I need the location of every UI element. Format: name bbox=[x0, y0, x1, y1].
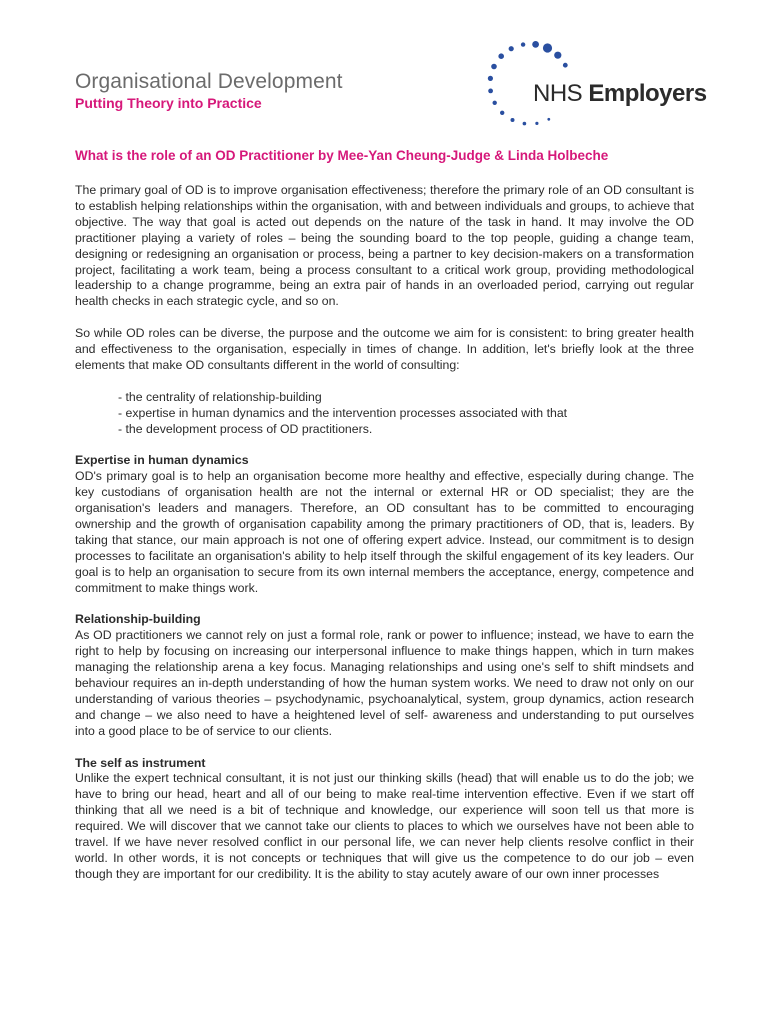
logo-text-employers: Employers bbox=[588, 80, 707, 107]
elements-list bbox=[75, 390, 694, 438]
document-heading: What is the role of an OD Practitioner by Mee-Yan Cheung-Judge & Linda Holbeche bbox=[75, 148, 609, 163]
section-text-human-dynamics: OD's primary goal is to help an organisation become more healthy and effective, especially during change. The key custodians of organisation health are not the internal or external HR or OD specialist; they are the organisation's leaders and managers. Therefore, an OD consultant has to be committed to encouraging ownership and the growth of organisation capability among the primary practitioners of OD, that is, leaders. By taking that stance, our main approach is not one of offering expert advice. Instead, our commitment is to design processes to facilitate an organisation's ability to help itself through the skilful engagement of its key leaders. Our goal is to help an organisation to secure from its own internal members the acceptance, energy, competence and commitment to make things work. bbox=[75, 469, 694, 595]
list-item: - expertise in human dynamics and the intervention processes associated with that bbox=[118, 405, 568, 420]
section-title-relationship-building: Relationship-building bbox=[75, 612, 201, 627]
section-text-relationship-building: As OD practitioners we cannot rely on just a formal role, rank or power to influence; instead, we have to earn the right to help by focusing on increasing our interpersonal influence to make things happen, which in turn makes managing the relationship arena a key focus. Managing relationships and using one's self to shift mindsets and behaviour requires an in-depth understanding of how the human system works. We need to draw not only on our understanding of various theories – psychodynamic, psychoanalytical, system, group dynamics, action research and change – we also need to have a heightened level of self- awareness and understanding to put ourselves into a good place to be of service to our clients. bbox=[75, 628, 694, 738]
page-subtitle: Putting Theory into Practice bbox=[75, 95, 262, 111]
document-body bbox=[75, 183, 694, 883]
section-title-self-as-instrument: The self as instrument bbox=[75, 755, 206, 770]
section-text-self-as-instrument: Unlike the expert technical consultant, it is not just our thinking skills (head) that will enable us to do the job; we have to bring our head, heart and all of our being to make real-time intervention effective. Even if we start off thinking that all we need is a bit of technique and knowledge, our experience will soon tell us that more is required. We will discover that we cannot take our clients to places to which we ourselves have not been able to travel. If we have never resolved conflict in our personal life, we can never help clients resolve conflict in their world. In other words, it is not concepts or techniques that will give us the competence to do our job – even though they are important for our credibility. It is the ability to stay acutely aware of our own inner processes bbox=[75, 771, 694, 881]
intro-paragraph: So while OD roles can be diverse, the purpose and the outcome we aim for is consistent: to bring greater health and effectiveness to the organisation, especially in times of change. In addition, let's briefly look at the three elements that make OD consultants different in the world of consulting: bbox=[75, 326, 694, 372]
logo-text-nhs: NHS bbox=[533, 80, 589, 107]
intro-paragraph: The primary goal of OD is to improve organisation effectiveness; therefore the primary role of an OD consultant is to establish helping relationships within the organisation, with and between individuals and groups, to achieve that objective. The way that goal is acted out depends on the nature of the task in hand. It may involve the OD practitioner playing a variety of roles – being the sounding board to the top people, guiding a change team, designing or redesigning an organisation or process, being a partner to key decision-makers on a transformation project, facilitating a work team, being a process consultant to a critical work group, providing methodological leadership to a change programme, being an extra pair of hands in an overloaded period, carrying out regular health checks in each strategic cycle, and so on. bbox=[75, 183, 694, 309]
list-item: - the centrality of relationship-building bbox=[118, 389, 322, 404]
list-item: - the development process of OD practitioners. bbox=[118, 421, 373, 436]
logo-wordmark bbox=[533, 80, 707, 108]
page-title: Organisational Development bbox=[75, 70, 343, 93]
section-title-human-dynamics: Expertise in human dynamics bbox=[75, 453, 249, 468]
